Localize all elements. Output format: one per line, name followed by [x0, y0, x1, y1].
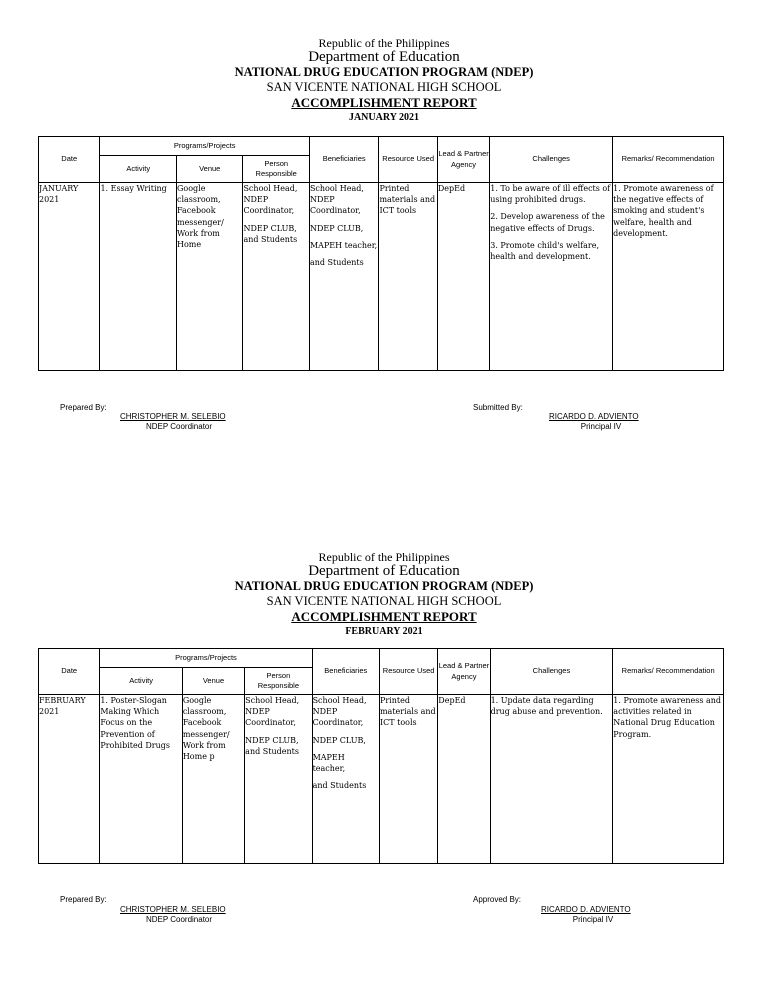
prepared-by-name: CHRISTOPHER M. SELEBIO: [120, 905, 226, 914]
beneficiary-line: MAPEH teacher,: [312, 752, 346, 773]
cell-challenges: [490, 695, 613, 864]
header-program: NATIONAL DRUG EDUCATION PROGRAM (NDEP): [234, 579, 534, 593]
person-line: School Head, NDEP Coordinator,: [245, 696, 300, 728]
report-title: ACCOMPLISHMENT REPORT: [291, 95, 477, 110]
beneficiary-line: and Students: [312, 781, 367, 791]
cell-lead-agency: DepEd: [437, 183, 489, 371]
challenge-item: 1. To be aware of ill effects of using prohibited drugs.: [490, 184, 611, 205]
prepared-by-role: NDEP Coordinator: [145, 422, 213, 431]
challenge-item: 1. Update data regarding drug abuse and prevention.: [490, 696, 603, 717]
beneficiary-line: MAPEH teacher,: [309, 240, 378, 250]
prepared-by-name: CHRISTOPHER M. SELEBIO: [120, 412, 226, 421]
challenge-item: 3. Promote child's welfare, health and development.: [490, 240, 600, 261]
cell-date: JANUARY 2021: [39, 183, 100, 371]
remark-item: 1. Promote awareness of the negative effects of smoking and student's welfare, health and development.: [613, 184, 714, 238]
header-republic: Republic of the Philippines: [318, 36, 450, 50]
cell-date: FEBRUARY 2021: [39, 695, 100, 864]
header-lead-partner-agency: Lead & Partner Agency: [438, 649, 490, 695]
header-school: SAN VICENTE NATIONAL HIGH SCHOOL: [266, 594, 502, 608]
report-february: [0, 550, 768, 950]
header-program: NATIONAL DRUG EDUCATION PROGRAM (NDEP): [234, 65, 534, 79]
person-line: School Head, NDEP Coordinator,: [243, 184, 298, 216]
header-venue: Venue: [176, 156, 242, 183]
prepared-by-role: NDEP Coordinator: [145, 915, 213, 924]
cell-activity: 1. Poster-Slogan Making Which Focus on the Prevention of Prohibited Drugs: [100, 695, 182, 864]
report-month: FEBRUARY 2021: [345, 626, 423, 637]
header-person-responsible: Person Responsible: [243, 156, 309, 183]
prepared-by-label: Prepared By:: [60, 403, 107, 412]
header-resource-used: Resource Used: [379, 137, 437, 183]
submitted-by-name: RICARDO D. ADVIENTO: [549, 412, 639, 421]
cell-beneficiaries: [312, 695, 379, 864]
header-venue: Venue: [182, 668, 244, 695]
beneficiary-line: School Head, NDEP Coordinator,: [312, 696, 367, 728]
header-challenges: Challenges: [490, 649, 613, 695]
challenge-item: 2. Develop awareness of the negative effects of Drugs.: [490, 212, 605, 233]
cell-remarks: [613, 695, 724, 864]
header-programs-projects: Programs/Projects: [100, 649, 312, 668]
approved-by-name: RICARDO D. ADVIENTO: [541, 905, 631, 914]
table-row: [39, 183, 724, 371]
cell-person-responsible: [243, 183, 309, 371]
person-line: NDEP CLUB, and Students: [243, 223, 298, 244]
submitted-by-role: Principal IV: [580, 422, 622, 431]
report-month: JANUARY 2021: [348, 112, 420, 123]
beneficiary-line: and Students: [309, 257, 364, 267]
report-table: [38, 648, 724, 864]
header-lead-partner-agency: Lead & Partner Agency: [437, 137, 489, 183]
table-row: [39, 695, 724, 864]
header-beneficiaries: Beneficiaries: [312, 649, 379, 695]
cell-venue: Google classroom, Facebook messenger/ Work from Home p: [182, 695, 244, 864]
beneficiary-line: NDEP CLUB,: [312, 735, 366, 745]
cell-activity: 1. Essay Writing: [100, 183, 177, 371]
remark-item: 1. Promote awareness and activities related in National Drug Education Program.: [613, 696, 722, 739]
header-department: Department of Education: [308, 49, 460, 65]
cell-lead-agency: DepEd: [438, 695, 490, 864]
cell-resource-used: Printed materials and ICT tools: [379, 183, 437, 371]
report-table: [38, 136, 724, 371]
beneficiary-line: NDEP CLUB,: [309, 223, 364, 233]
approved-by-label: Approved By:: [473, 895, 522, 904]
cell-resource-used: Printed materials and ICT tools: [379, 695, 437, 864]
header-beneficiaries: Beneficiaries: [309, 137, 379, 183]
header-date: Date: [39, 649, 100, 695]
header-remarks-recommendation: Remarks/ Recommendation: [613, 137, 724, 183]
cell-remarks: [613, 183, 724, 371]
header-school: SAN VICENTE NATIONAL HIGH SCHOOL: [266, 80, 502, 94]
header-republic: Republic of the Philippines: [318, 550, 450, 564]
header-activity: Activity: [100, 156, 177, 183]
cell-person-responsible: [245, 695, 312, 864]
submitted-by-label: Submitted By:: [473, 403, 523, 412]
header-date: Date: [39, 137, 100, 183]
header-resource-used: Resource Used: [379, 649, 437, 695]
report-january: [0, 36, 768, 436]
header-activity: Activity: [100, 668, 182, 695]
beneficiary-line: School Head, NDEP Coordinator,: [309, 184, 364, 216]
cell-venue: Google classroom, Facebook messenger/ Work from Home: [176, 183, 242, 371]
report-title: ACCOMPLISHMENT REPORT: [291, 609, 477, 624]
person-line: NDEP CLUB, and Students: [245, 735, 299, 756]
prepared-by-label: Prepared By:: [60, 895, 107, 904]
header-department: Department of Education: [308, 563, 460, 579]
approved-by-role: Principal IV: [572, 915, 614, 924]
cell-beneficiaries: [309, 183, 379, 371]
header-person-responsible: Person Responsible: [245, 668, 312, 695]
cell-challenges: [490, 183, 613, 371]
header-programs-projects: Programs/Projects: [100, 137, 310, 156]
header-challenges: Challenges: [490, 137, 613, 183]
header-remarks-recommendation: Remarks/ Recommendation: [613, 649, 724, 695]
